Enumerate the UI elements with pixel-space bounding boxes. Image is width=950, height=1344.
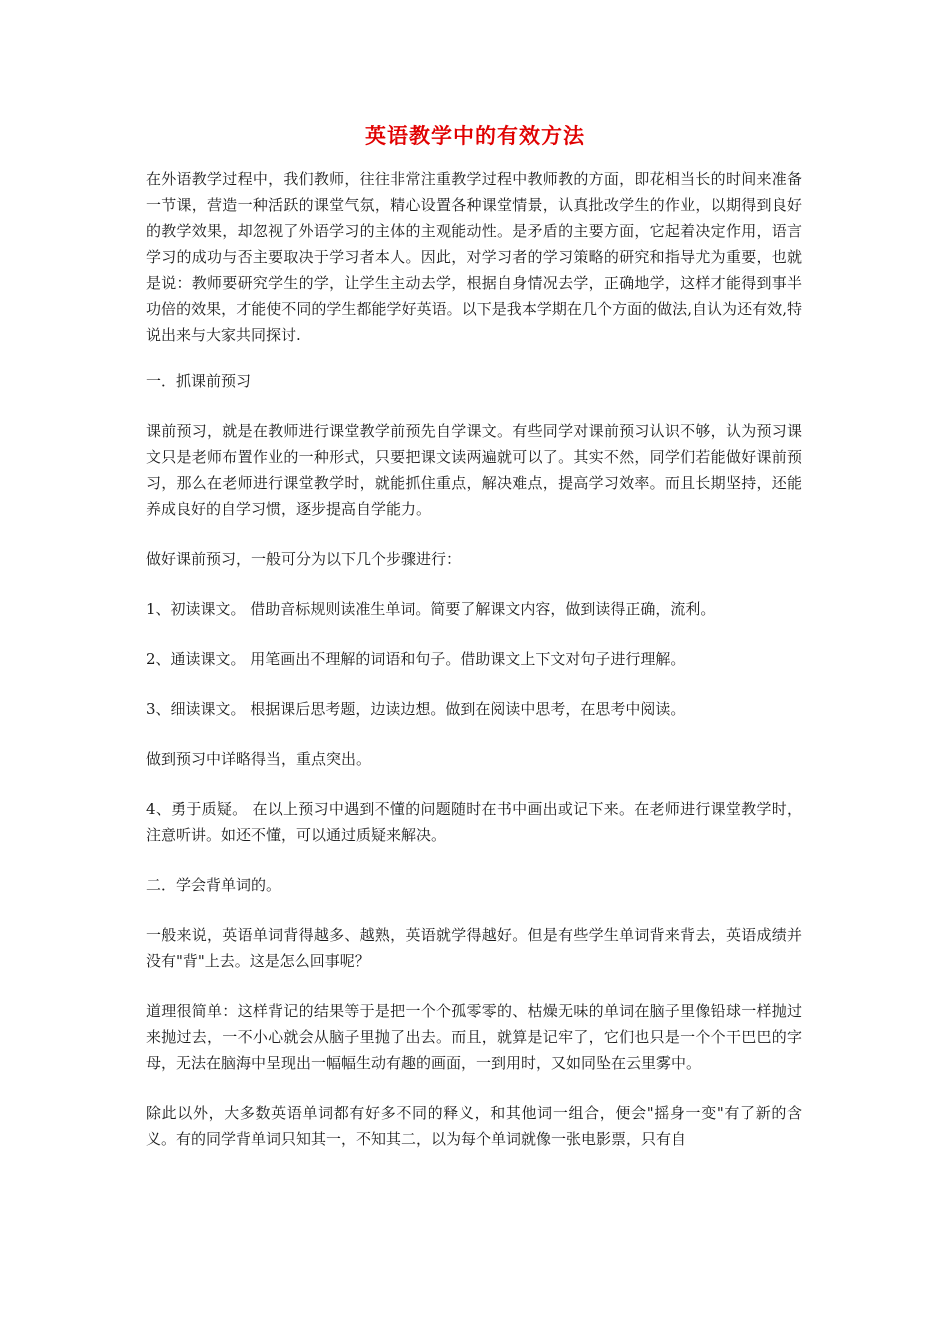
paragraph: 做好课前预习，一般可分为以下几个步骤进行： [146, 550, 462, 568]
step-item: 1、初读课文。 借助音标规则读准生单词。简要了解课文内容，做到读得正确，流利。 [146, 600, 716, 618]
intro-paragraph: 在外语教学过程中，我们教师，往往非常注重教学过程中教师教的方面，即花相当长的时间来准备一节课，营造一种活跃的课堂气氛，精心设置各种课堂情景，认真批改学生的作业，以期得到良好的教学效果，却忽视了外语学习的主体的主观能动性。是矛盾的主要方面，它起着决定作用，语言学习的成功与否主要取决于学习者本人。因此，对学习者的学习策略的研究和指导尤为重要，也就是说：教师要研究学生的学，让学生主动去学，根据自身情况去学，正确地学，这样才能得到事半功倍的效果，才能使不同的学生都能学好英语。以下是我本学期在几个方面的做法,自认为还有效,特说出来与大家共同探讨. [146, 170, 802, 344]
paragraph: 道理很简单：这样背记的结果等于是把一个个孤零零的、枯燥无味的单词在脑子里像铅球一样抛过来抛过去，一不小心就会从脑子里抛了出去。而且，就算是记牢了，它们也只是一个个干巴巴的字母，无法在脑海中呈现出一幅幅生动有趣的画面，一到用时，又如同坠在云里雾中。 [146, 1002, 802, 1072]
paragraph: 一般来说，英语单词背得越多、越熟，英语就学得越好。但是有些学生单词背来背去，英语成绩并没有"背"上去。这是怎么回事呢？ [146, 926, 802, 970]
step-item: 2、通读课文。 用笔画出不理解的词语和句子。借助课文上下文对句子进行理解。 [146, 650, 686, 668]
document-body [146, 166, 802, 1176]
paragraph: 除此以外，大多数英语单词都有好多不同的释义，和其他词一组合，便会"摇身一变"有了新的含义。有的同学背单词只知其一，不知其二，以为每个单词就像一张电影票，只有自 [146, 1104, 802, 1148]
step-item: 3、细读课文。 根据课后思考题，边读边想。做到在阅读中思考，在思考中阅读。 [146, 700, 686, 718]
section-heading-1: 一．抓课前预习 [146, 372, 252, 390]
step-item: 4、勇于质疑。 在以上预习中遇到不懂的问题随时在书中画出或记下来。在老师进行课堂教学时，注意听讲。如还不懂，可以通过质疑来解决。 [146, 800, 802, 844]
paragraph: 课前预习，就是在教师进行课堂教学前预先自学课文。有些同学对课前预习认识不够，认为预习课文只是老师布置作业的一种形式，只要把课文读两遍就可以了。其实不然，同学们若能做好课前预习，那么在老师进行课堂教学时，就能抓住重点，解决难点，提高学习效率。而且长期坚持，还能养成良好的自学习惯，逐步提高自学能力。 [146, 422, 802, 518]
paragraph: 做到预习中详略得当，重点突出。 [146, 750, 372, 768]
section-heading-2: 二．学会背单词的。 [146, 876, 282, 894]
document-title: 英语教学中的有效方法 [365, 124, 585, 148]
